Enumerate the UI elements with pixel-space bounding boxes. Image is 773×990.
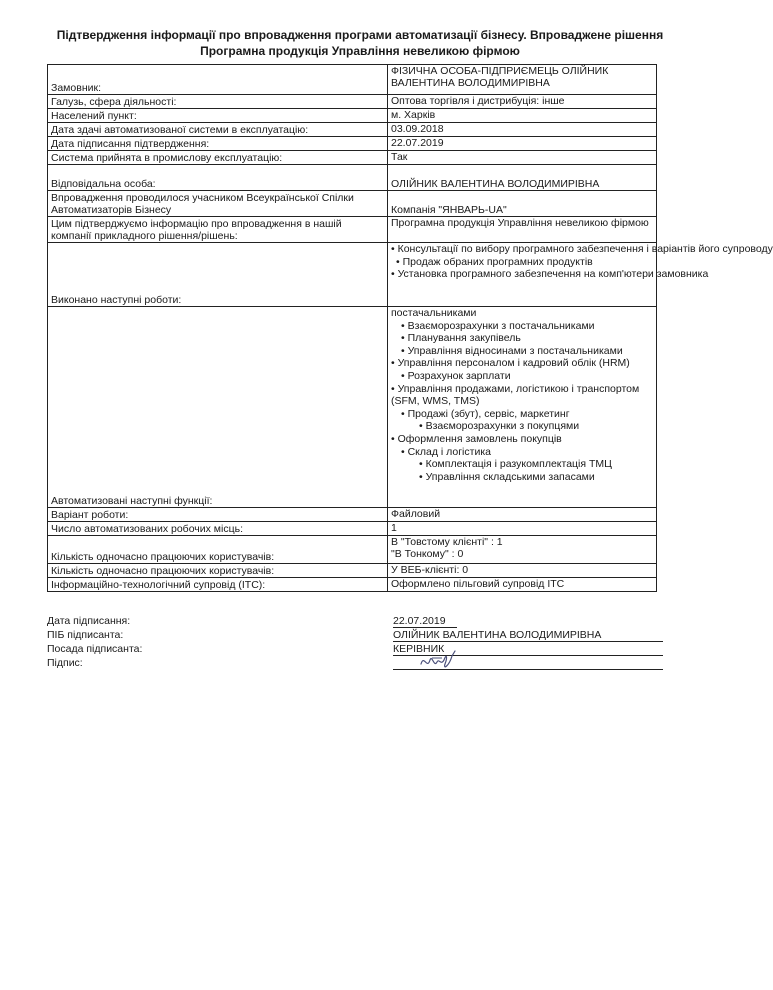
row-value-works <box>388 243 773 307</box>
row-label-responsible: Відповідальна особа: <box>48 165 388 191</box>
list-item: • Консультації по вибору програмного забезпечення і варіантів його супроводу <box>391 243 773 255</box>
sign-date-label: Дата підписання: <box>47 615 131 627</box>
row-label-solution: Цим підтверджуємо інформацію про впровадження в нашій компанії прикладного рішення/рішень: <box>48 217 388 243</box>
row-value-its: Оформлено пільговий супровід ІТС <box>388 578 657 592</box>
row-value-accepted: Так <box>388 151 657 165</box>
table-row <box>48 109 657 123</box>
table-row <box>48 243 657 307</box>
list-item: постачальниками <box>391 307 477 319</box>
row-label-works: Виконано наступні роботи: <box>48 243 388 307</box>
table-row <box>48 191 657 217</box>
list-item: • Продажі (збут), сервіс, маркетинг <box>401 407 570 420</box>
handwritten-signature <box>418 648 458 674</box>
table-row <box>48 123 657 137</box>
signature-block <box>47 614 657 670</box>
row-value-mode: Файловий <box>388 508 657 522</box>
list-item: • Склад і логістика <box>401 445 491 458</box>
table-row <box>48 508 657 522</box>
table-row <box>48 95 657 109</box>
list-item: • Оформлення замовлень покупців <box>391 432 562 445</box>
row-label-implementer: Впровадження проводилося учасником Всеукраїнської Спілки Автоматизаторів Бізнесу <box>48 191 388 217</box>
users-thin-client: "В Тонкому" : 0 <box>391 548 464 560</box>
list-item: • Продаж обраних програмних продуктів <box>396 255 593 268</box>
row-label-confirm-date: Дата підписання підтвердження: <box>48 137 388 151</box>
row-label-users: Кількість одночасно працюючих користувачів: <box>48 536 388 564</box>
table-row <box>48 137 657 151</box>
signer-position-label: Посада підписанта: <box>47 643 143 655</box>
table-row <box>48 578 657 592</box>
table-row <box>48 217 657 243</box>
document-title: Підтвердження інформації про впровадження програми автоматизації бізнесу. Впроваджене рішення Програмна продукція Управління невеликою фірмою <box>56 28 664 58</box>
row-label-industry: Галузь, сфера діяльності: <box>48 95 388 109</box>
row-value-workplaces: 1 <box>388 522 657 536</box>
row-label-accepted: Система прийнята в промислову експлуатацію: <box>48 151 388 165</box>
row-label-its: Інформаційно-технологічний супровід (ІТС): <box>48 578 388 592</box>
users-thick-client: В "Товстому клієнті" : 1 <box>391 536 503 548</box>
row-value-industry: Оптова торгівля і дистрибуція: інше <box>388 95 657 109</box>
row-value-handover-date: 03.09.2018 <box>388 123 657 137</box>
sign-date-value: 22.07.2019 <box>393 615 446 627</box>
functions-list <box>391 307 653 483</box>
list-item: • Управління персоналом і кадровий облік (HRM) <box>391 357 630 370</box>
row-value-users-web: У ВЕБ-клієнті: 0 <box>388 564 657 578</box>
row-value-functions <box>388 307 657 508</box>
row-value-implementer: Компанія "ЯНВАРЬ-UA" <box>388 191 657 217</box>
table-row <box>48 564 657 578</box>
signer-name-value: ОЛІЙНИК ВАЛЕНТИНА ВОЛОДИМИРІВНА <box>393 629 602 641</box>
row-value-responsible: ОЛІЙНИК ВАЛЕНТИНА ВОЛОДИМИРІВНА <box>388 165 657 191</box>
signer-position-value: КЕРІВНИК <box>393 643 445 655</box>
list-item: • Управління продажами, логістикою і транспортом <box>391 382 640 395</box>
list-item: • Установка програмного забезпечення на комп'ютери замовника <box>391 268 709 281</box>
row-value-confirm-date: 22.07.2019 <box>388 137 657 151</box>
list-item: • Взаєморозрахунки з покупцями <box>419 420 580 433</box>
row-label-mode: Варіант роботи: <box>48 508 388 522</box>
table-row <box>48 65 657 95</box>
signature-label: Підпис: <box>47 657 83 669</box>
confirmation-table <box>47 64 773 592</box>
table-row <box>48 151 657 165</box>
table-row <box>48 307 657 508</box>
table-row <box>48 165 657 191</box>
table-row <box>48 522 657 536</box>
signer-name-label: ПІБ підписанта: <box>47 629 124 641</box>
row-label-city: Населений пункт: <box>48 109 388 123</box>
list-item: • Планування закупівель <box>401 332 521 345</box>
list-item: • Розрахунок зарплати <box>401 369 511 382</box>
list-item: (SFM, WMS, TMS) <box>391 395 480 408</box>
list-item: • Управління відносинами з постачальниками <box>401 344 623 357</box>
row-label-customer: Замовник: <box>48 65 388 95</box>
list-item: • Взаєморозрахунки з постачальниками <box>401 319 595 332</box>
row-label-users-web: Кількість одночасно працюючих користувачів: <box>48 564 388 578</box>
list-item: • Комплектація і разукомплектація ТМЦ <box>419 458 612 471</box>
row-value-solution: Програмна продукція Управління невеликою фірмою <box>388 217 657 243</box>
row-value-city: м. Харків <box>388 109 657 123</box>
list-item: • Управління складськими запасами <box>419 470 595 483</box>
row-label-workplaces: Число автоматизованих робочих місць: <box>48 522 388 536</box>
row-label-handover-date: Дата здачі автоматизованої системи в експлуатацію: <box>48 123 388 137</box>
works-list <box>391 243 773 281</box>
row-label-functions: Автоматизовані наступні функції: <box>48 307 388 508</box>
row-value-users <box>388 536 657 564</box>
row-value-customer: ФІЗИЧНА ОСОБА-ПІДПРИЄМЕЦЬ ОЛІЙНИК ВАЛЕНТИНА ВОЛОДИМИРІВНА <box>388 65 657 95</box>
table-row <box>48 536 657 564</box>
